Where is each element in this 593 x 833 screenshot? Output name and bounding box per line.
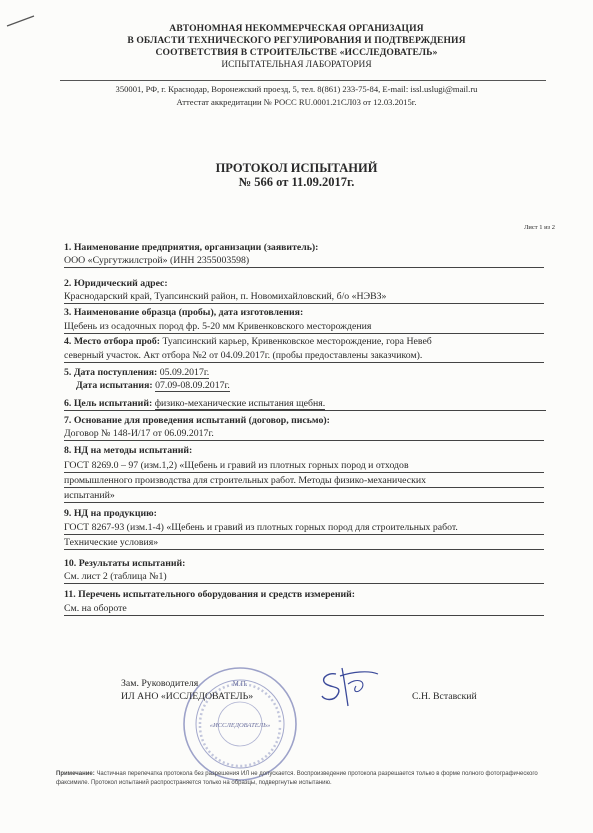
item-11-heading	[64, 589, 544, 600]
item-6-value: физико-механические испытания щебня.	[154, 398, 326, 409]
item-8-label: НД на методы испытаний:	[73, 445, 193, 456]
item-2-heading	[64, 278, 544, 289]
item-1-heading	[64, 242, 544, 253]
item-6-label: Цель испытаний:	[73, 398, 153, 409]
item-9-value-b: Технические условия»	[64, 537, 544, 550]
item-6-divider	[64, 410, 546, 411]
item-5-label-tested: Дата испытания:	[76, 380, 153, 391]
item-11-label: Перечень испытательного оборудования и средств измерений:	[78, 589, 356, 600]
item-8-value-a: ГОСТ 8269.0 – 97 (изм.1,2) «Щебень и гравий из плотных горных пород и отходов	[64, 460, 544, 473]
item-10-label: Результаты испытаний:	[78, 558, 186, 569]
item-7-heading	[64, 415, 544, 426]
item-8-value-c: испытаний»	[64, 490, 544, 503]
signer-role-2: ИЛ АНО «ИССЛЕДОВАТЕЛЬ»	[121, 691, 254, 702]
note-label: Примечание:	[56, 771, 95, 777]
item-8-heading	[64, 445, 544, 456]
item-6-number: 6.	[64, 398, 72, 409]
handwritten-signature	[312, 662, 382, 708]
item-9-number: 9.	[64, 508, 72, 519]
stamp-mp: М.П.	[232, 680, 248, 688]
item-2-number: 2.	[64, 278, 72, 289]
sheet-number: Лист 1 из 2	[523, 224, 555, 231]
header-divider	[60, 80, 546, 81]
item-5-tested-date: 07.09-08.09.2017г.	[155, 380, 230, 391]
item-7-value: Договор № 148-И/17 от 06.09.2017г.	[64, 428, 544, 441]
item-3-value: Щебень из осадочных пород фр. 5-20 мм Кривенковского месторождения	[64, 321, 544, 334]
item-10-heading	[64, 558, 544, 569]
item-9-value-a: ГОСТ 8267-93 (изм.1-4) «Щебень и гравий из плотных горных пород для строительных работ.	[64, 522, 544, 535]
item-4-label: Место отбора проб:	[73, 336, 160, 347]
item-9-heading	[64, 508, 544, 519]
item-3-heading	[64, 307, 544, 318]
item-6-heading	[64, 398, 544, 410]
lab-name: ИСПЫТАТЕЛЬНАЯ ЛАБОРАТОРИЯ	[221, 60, 372, 70]
item-11-number: 11.	[64, 589, 76, 600]
item-5-received-date: 05.09.2017г.	[159, 367, 210, 378]
item-1-value: ООО «Сургутжилстрой» (ИНН 2355003598)	[64, 255, 544, 268]
item-7-label: Основание для проведения испытаний (договор, письмо):	[73, 415, 330, 426]
protocol-number: № 566 от 11.09.2017г.	[238, 175, 355, 189]
item-7-number: 7.	[64, 415, 72, 426]
item-3-number: 3.	[64, 307, 72, 318]
protocol-title: ПРОТОКОЛ ИСПЫТАНИЙ	[215, 161, 378, 175]
item-8-number: 8.	[64, 445, 72, 456]
org-line-1: АВТОНОМНАЯ НЕКОММЕРЧЕСКАЯ ОРГАНИЗАЦИЯ	[169, 23, 424, 34]
signer-role-1: Зам. Руководителя	[121, 678, 199, 689]
item-2-value: Краснодарский край, Туапсинский район, п. Новомихайловский, б/о «НЭВЗ»	[64, 291, 544, 304]
address-line: 350001, РФ, г. Краснодар, Воронежский проезд, 5, тел. 8(861) 233-75-84, E-mail: issl.uslugi@mail.ru	[115, 84, 478, 94]
item-2-label: Юридический адрес:	[73, 278, 168, 289]
item-11-value: См. на обороте	[64, 603, 544, 616]
item-10-value: См. лист 2 (таблица №1)	[64, 571, 544, 584]
item-4-value-a: Туапсинский карьер, Кривенковское месторождение, гора Невеб	[162, 336, 432, 347]
item-5-label-received: Дата поступления:	[73, 367, 158, 378]
item-1-number: 1.	[64, 242, 72, 253]
signer-name: С.Н. Вставский	[412, 691, 477, 702]
stamp-center-text: «ИССЛЕДОВАТЕЛЬ»	[209, 722, 271, 729]
note-text: Частичная перепечатка протокола без разрешения ИЛ не допускается. Воспроизведение протокола разрешается только в форме полного фотографического факсимиле. Протокол испытаний распространяется только на образцы, подвергнутые испытанию.	[56, 771, 538, 786]
item-5-number: 5.	[64, 367, 72, 378]
item-4-number: 4.	[64, 336, 72, 347]
org-line-3: СООТВЕТСТВИЯ В СТРОИТЕЛЬСТВЕ «ИССЛЕДОВАТЕЛЬ»	[155, 47, 438, 58]
org-line-2: В ОБЛАСТИ ТЕХНИЧЕСКОГО РЕГУЛИРОВАНИЯ И ПОДТВЕРЖДЕНИЯ	[127, 35, 466, 46]
item-5-received	[64, 367, 544, 379]
item-8-value-b: промышленного производства для строительных работ. Методы физико-механических	[64, 475, 544, 488]
item-5-tested	[64, 380, 556, 392]
item-9-label: НД на продукцию:	[73, 508, 157, 519]
item-4-value-b: северный участок. Акт отбора №2 от 04.09.2017г. (пробы предоставлены заказчиком).	[64, 350, 544, 363]
item-10-number: 10.	[64, 558, 77, 569]
accreditation-line: Аттестат аккредитации № РОСС RU.0001.21СЛ03 от 12.03.2015г.	[176, 97, 417, 107]
item-4-heading	[64, 336, 544, 347]
item-3-label: Наименование образца (пробы), дата изготовления:	[73, 307, 304, 318]
footer-note	[56, 770, 556, 788]
item-1-label: Наименование предприятия, организации (заявитель):	[73, 242, 319, 253]
